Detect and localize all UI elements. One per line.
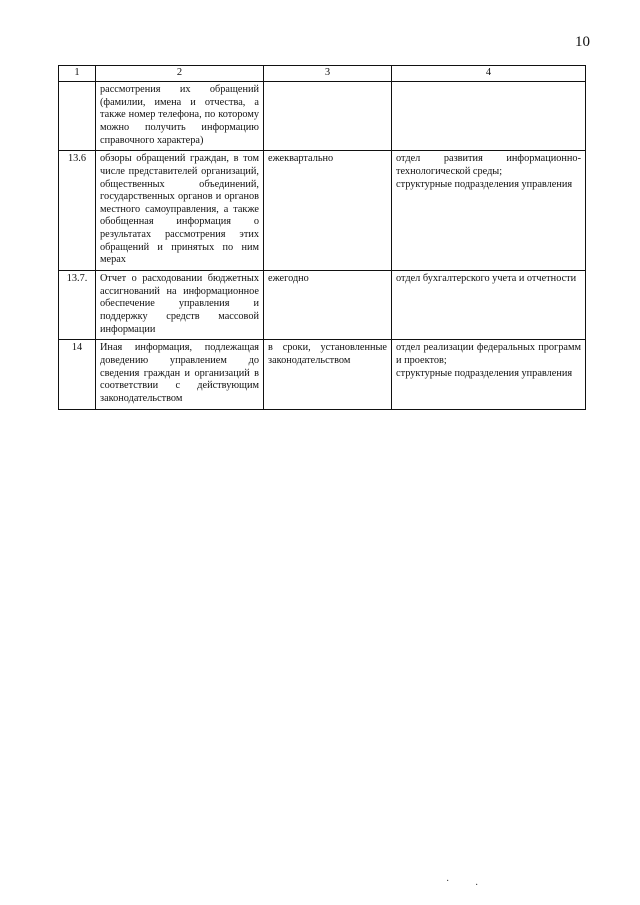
scan-speck: · (475, 880, 479, 891)
responsible-line: отдел развития информационно-технологической среды; (396, 153, 581, 177)
row-description: Отчет о расходовании бюджетных ассигнований на информационное обеспечение управления и поддержку средств массовой информации (96, 271, 264, 340)
table-row (59, 271, 586, 340)
row-description: обзоры обращений граждан, в том числе представителей организаций, общественных объединений, государственных органов и органов местного самоуправления, а также обобщенная информация о результатах рассмотрения этих обращений и принятых по ним мерах (96, 151, 264, 271)
table-header-row (59, 66, 586, 82)
row-responsible (392, 271, 586, 340)
table-row (59, 151, 586, 271)
row-responsible (392, 340, 586, 409)
page-number: 10 (575, 34, 590, 50)
row-period (264, 81, 392, 150)
table-row (59, 81, 586, 150)
document-table (58, 65, 586, 410)
row-description: Иная информация, подлежащая доведению управлением до сведения граждан и организаций в соответствии с действующим законодательством (96, 340, 264, 409)
row-responsible (392, 81, 586, 150)
row-period: в сроки, установленные законодательством (264, 340, 392, 409)
header-cell-3: 3 (264, 66, 392, 82)
header-cell-4: 4 (392, 66, 586, 82)
header-cell-2: 2 (96, 66, 264, 82)
row-period: ежеквартально (264, 151, 392, 271)
scan-speck: · (446, 876, 450, 887)
responsible-line: структурные подразделения управления (396, 367, 573, 379)
row-responsible (392, 151, 586, 271)
header-cell-1: 1 (59, 66, 96, 82)
row-number: 13.6 (59, 151, 96, 271)
responsible-line: отдел бухгалтерского учета и отчетности (396, 273, 577, 285)
table-row (59, 340, 586, 409)
row-number: 13.7. (59, 271, 96, 340)
responsible-line: структурные подразделения управления (396, 178, 573, 190)
responsible-line: отдел реализации федеральных программ и проектов; (396, 342, 581, 367)
row-number: 14 (59, 340, 96, 409)
row-description: рассмотрения их обращений (фамилии, имена и отчества, а также номер телефона, по которому можно получить информацию справочного характера) (96, 81, 264, 150)
row-number (59, 81, 96, 150)
row-period: ежегодно (264, 271, 392, 340)
